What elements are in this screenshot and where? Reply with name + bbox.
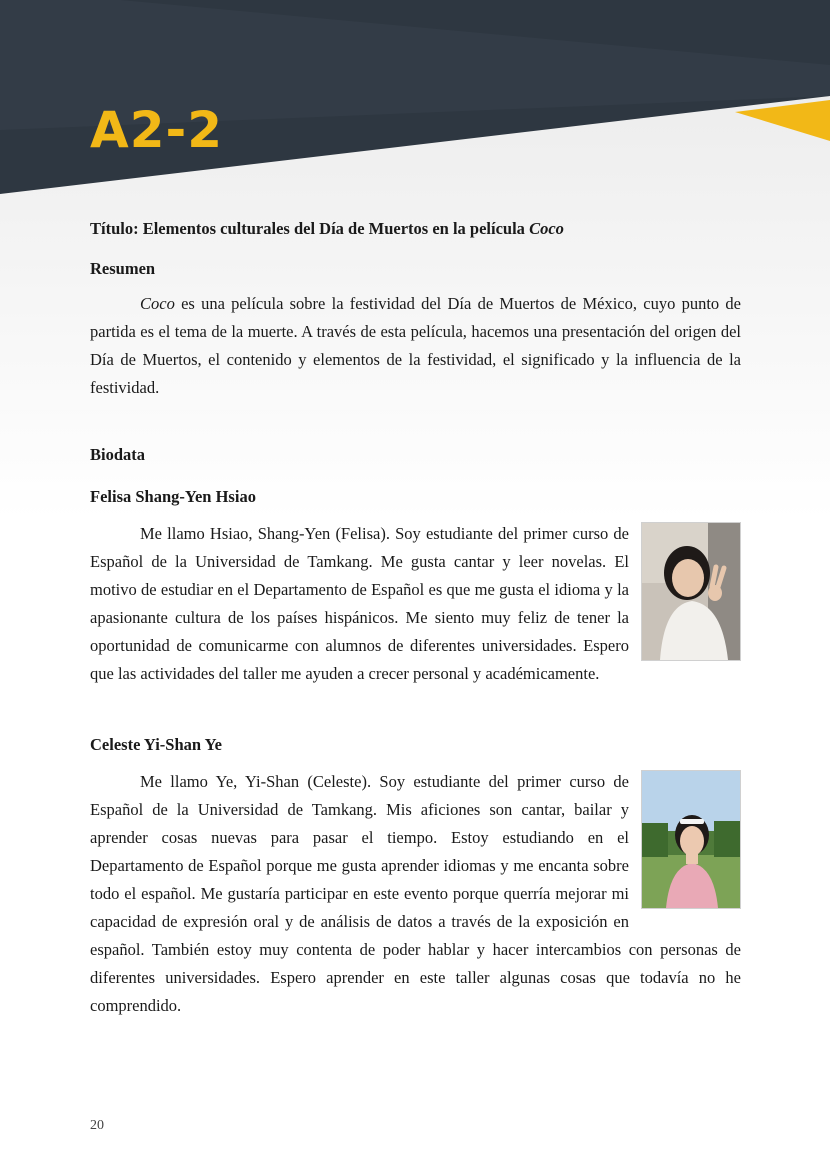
person-bio: Me llamo Hsiao, Shang-Yen (Felisa). Soy estudiante del primer curso de Español de la Universidad de Tamkang. Me gusta cantar y leer novelas. El motivo de estudiar en el Departamento de Español es que me gusta el idioma y la apasionante cultura de los países hispánicos. Me siento muy feliz de tener la oportunidad de comunicarme con alumnos de diferentes universidades. Espero que las actividades del taller me ayuden a crecer personal y académicamente. (90, 524, 629, 683)
person-bio: Me llamo Ye, Yi-Shan (Celeste). Soy estudiante del primer curso de Español de la Universidad de Tamkang. Mis aficiones son cantar, bailar y aprender cosas nuevas para pasar el tiempo. Estoy estudiando en el Departamento de Español porque me gusta aprender idiomas y me encanta sobre todo el español. Me gustaría participar en este evento porque querría mejorar mi capacidad de expresión oral y de análisis de datos a través de la exposición en español. También estoy muy contenta de poder hablar y hacer intercambios con personas de diferentes universidades. Espero aprender en este taller algunas cosas que todavía no he comprendido. (90, 772, 741, 1015)
abstract-text: Coco es una película sobre la festividad del Día de Muertos de México, cuyo punto de partida es el tema de la muerte. A través de esta película, hacemos una presentación del origen del Día de Muertos, el contenido y elementos de la festividad, el significado y la influencia de la festividad. (90, 294, 741, 397)
article-title: Título: Elementos culturales del Día de Muertos en la película Coco (90, 219, 564, 238)
abstract-heading: Resumen (90, 259, 156, 278)
page-number: 20 (90, 1118, 104, 1133)
person-name: Felisa Shang-Yen Hsiao (90, 487, 256, 506)
person-entry (90, 734, 741, 1020)
portrait-photo-celeste (641, 770, 741, 909)
page-content (90, 218, 741, 1020)
portrait-photo-felisa (641, 522, 741, 661)
banner-accent-shape (735, 100, 830, 141)
biodata-heading: Biodata (90, 445, 146, 464)
section-code: A2-2 (90, 101, 224, 159)
person-name: Celeste Yi-Shan Ye (90, 735, 222, 754)
person-entry (90, 486, 741, 688)
